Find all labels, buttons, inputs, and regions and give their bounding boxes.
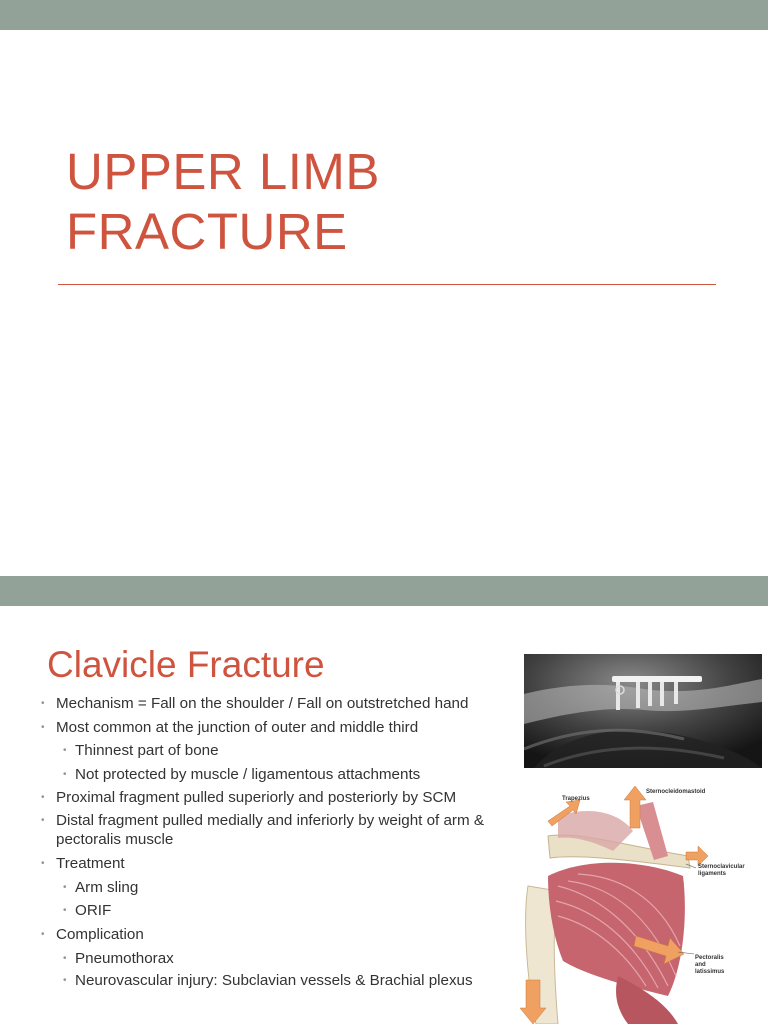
label-sternoclavicular-1: Sternoclavicular: [698, 864, 745, 870]
slide2-title: Clavicle Fracture: [47, 644, 325, 685]
bullet-item: • Proximal fragment pulled superiorly and posteriorly by SCM: [40, 786, 530, 810]
slide1-title: [66, 142, 706, 262]
label-pectoralis-3: latissimus: [695, 969, 725, 975]
slide1-top-bar: [0, 0, 768, 30]
bullet-icon: •: [41, 792, 45, 804]
sub-bullet-item: • ORIF: [40, 899, 530, 923]
bullet-item: • Distal fragment pulled medially and inferiorly by weight of arm & pectoralis muscle: [41, 811, 484, 848]
slide1-title-line2: FRACTURE: [66, 203, 348, 260]
sub-bullet-item: • Arm sling: [40, 876, 530, 900]
sub-bullet-item: • Not protected by muscle / ligamentous attachments: [40, 763, 530, 787]
slide1-title-line1: UPPER LIMB: [66, 143, 380, 200]
bullet-icon: •: [41, 858, 45, 870]
bullet-icon: •: [63, 768, 67, 780]
sub-bullet-item: • Neurovascular injury: Subclavian vessels & Brachial plexus: [63, 972, 473, 990]
bullet-icon: •: [63, 905, 67, 917]
bullet-icon: •: [63, 952, 67, 964]
bullet-icon: •: [41, 698, 45, 709]
label-pectoralis-1: Pectoralis: [695, 955, 724, 961]
bullet-list: [40, 692, 530, 994]
title-divider: [58, 284, 716, 285]
diagram-graphic: [518, 776, 768, 1024]
sub-bullet-item: • Pneumothorax: [40, 947, 530, 971]
slide2-top-bar: [0, 576, 768, 606]
bullet-icon: •: [63, 745, 67, 757]
bullet-icon: •: [41, 814, 45, 826]
label-pectoralis-2: and: [695, 962, 706, 968]
bullet-item: • Treatment: [40, 852, 530, 876]
label-trapezius: Trapezius: [562, 796, 590, 802]
clavicle-muscle-diagram: [518, 776, 768, 1024]
label-sternoclavicular-2: ligaments: [698, 871, 727, 877]
xray-graphic: [524, 654, 762, 768]
sub-bullet-item: • Thinnest part of bone: [40, 739, 530, 763]
label-sternocleidomastoid: Sternocleidomastoid: [646, 789, 706, 795]
bullet-icon: •: [63, 975, 67, 987]
bullet-icon: •: [41, 721, 45, 733]
clavicle-xray-image: [524, 654, 762, 768]
bullet-icon: •: [41, 928, 45, 940]
bullet-item: • Most common at the junction of outer and middle third: [40, 716, 530, 740]
bullet-icon: •: [63, 881, 67, 893]
bullet-item: • Mechanism = Fall on the shoulder / Fall on outstretched hand: [40, 692, 530, 716]
bullet-item: • Complication: [40, 923, 530, 947]
